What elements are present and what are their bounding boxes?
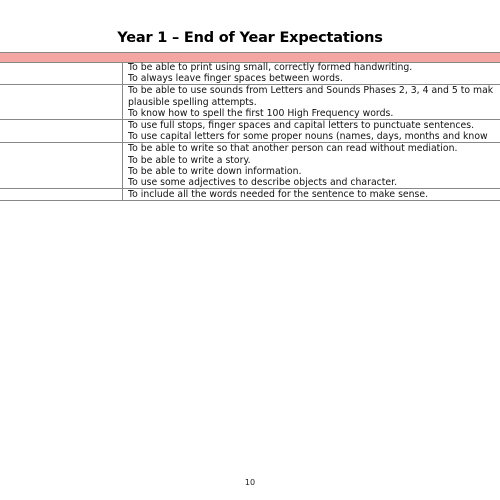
expectation-line: To be able to print using small, correctly formed handwriting.: [128, 62, 413, 73]
expectation-line: To be able to write down information.: [128, 165, 302, 177]
expectation-line: To be able to write so that another person can read without mediation.: [128, 143, 458, 155]
expectation-line: plausible spelling attempts.: [128, 96, 257, 108]
page-number: 10: [244, 478, 256, 487]
expectation-line: To be able to use sounds from Letters and Sounds Phases 2, 3, 4 and 5 to mak: [128, 85, 494, 97]
expectation-line: To use full stops, finger spaces and capital letters to punctuate sentences.: [128, 119, 475, 131]
expectation-line: To always leave finger spaces between words.: [128, 73, 343, 85]
expectations-table: [0, 62, 500, 201]
category-cell: [0, 120, 123, 142]
category-cell: [0, 62, 123, 84]
expectation-line: To use capital letters for some proper nouns (names, days, months and know: [128, 131, 488, 143]
table-row-composition: [0, 143, 500, 189]
expectation-cell: [128, 85, 500, 119]
expectation-line: To know how to spell the first 100 High Frequency words.: [128, 107, 394, 119]
expectation-cell: [128, 143, 500, 188]
expectation-line: To include all the words needed for the sentence to make sense.: [128, 189, 429, 201]
category-cell: [0, 189, 123, 200]
expectation-line: To be able to write a story.: [128, 154, 251, 166]
table-row-sentence-sense: [0, 189, 500, 201]
expectation-cell: [128, 189, 500, 200]
expectation-cell: [128, 62, 500, 84]
table-row-handwriting: [0, 62, 500, 85]
category-cell: [0, 143, 123, 188]
table-row-spelling: [0, 85, 500, 120]
expectation-cell: [128, 120, 500, 142]
category-cell: [0, 85, 123, 119]
page-title: Year 1 – End of Year Expectations: [117, 30, 383, 46]
table-row-punctuation: [0, 120, 500, 143]
expectation-line: To use some adjectives to describe objects and character.: [128, 176, 398, 188]
